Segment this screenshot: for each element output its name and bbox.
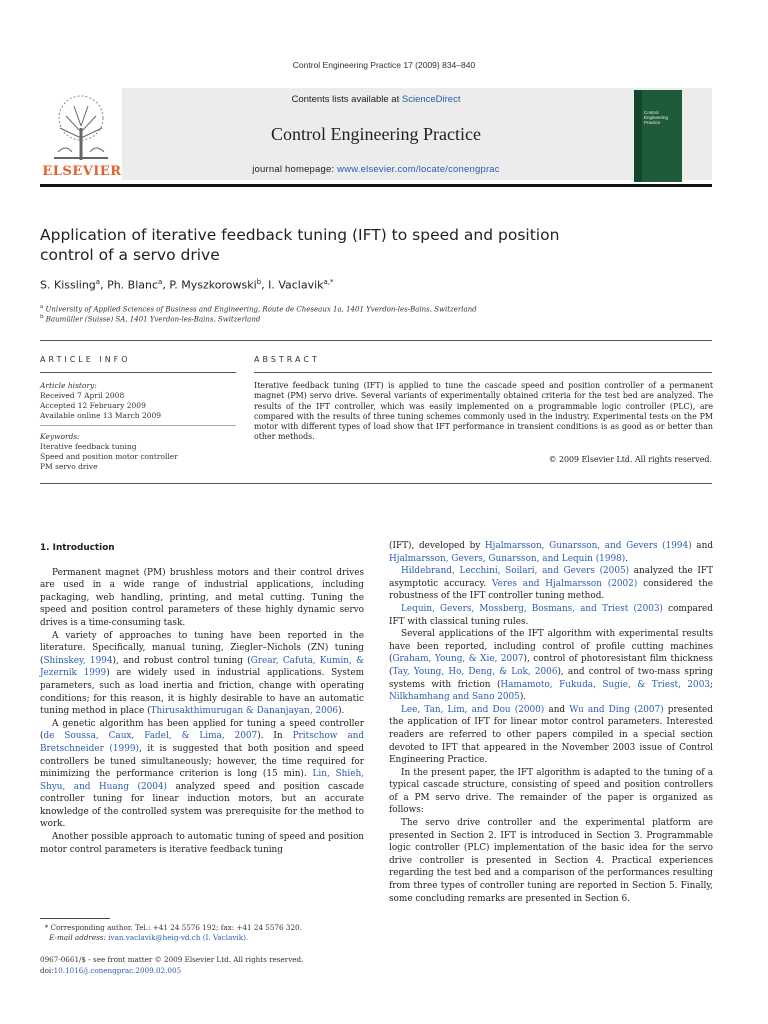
author-email-link[interactable]: ivan.vaclavik@heig-vd.ch (I. Vaclavik). xyxy=(108,933,249,942)
contents-prefix: Contents lists available at xyxy=(291,94,402,105)
body-column-left xyxy=(40,540,364,856)
abstract-heading: ABSTRACT xyxy=(254,355,320,364)
paragraph-text: ), and robust control tuning ( xyxy=(112,655,251,666)
author-name: I. Vaclavik xyxy=(268,278,324,292)
journal-title: Control Engineering Practice xyxy=(271,124,481,144)
body-paragraph xyxy=(389,628,713,704)
citation-link[interactable]: Shinskey, 1994 xyxy=(43,655,113,666)
citation-link[interactable]: Grear, Cafuta, Kumin, & Jezernik 1999 xyxy=(40,655,364,679)
body-paragraph xyxy=(40,718,364,831)
paragraph-text: The servo drive controller and the experimental platform are presented in Section 2. IFT is introduced in Section 3. Programmable logic controller (PLC) implementation of the basic idea for the servo drive controller is presented in Section 4. Practical experiences regarding the test bed and a comparison of the performances resulting from three types of controller tuning are reported in Section 5. Finally, some concluding remarks are presented in Section 6. xyxy=(389,818,713,904)
citation-link[interactable]: Lequin, Gevers, Mossberg, Bosmans, and Triest (2003) xyxy=(401,603,663,614)
contents-available-line xyxy=(40,94,712,105)
history-keywords-divider xyxy=(40,425,236,426)
body-paragraph xyxy=(389,767,713,817)
issn-line: 0967-0661/$ - see front matter © 2009 Elsevier Ltd. All rights reserved. xyxy=(40,955,304,964)
affiliation-a: $^a$ University of Applied Sciences of Business and Engineering, Route de Cheseaux 1a, 1401 Yverdon-les-Bains, Switzerland xyxy=(40,304,477,314)
paragraph-text: ). In xyxy=(257,731,293,742)
received-date: Received 7 April 2008 xyxy=(40,391,125,400)
abstract-bottom-rule xyxy=(40,483,712,484)
article-info-rule xyxy=(40,372,236,373)
paragraph-text: ). xyxy=(519,692,527,703)
available-date: Available online 13 March 2009 xyxy=(40,411,162,420)
abstract-text: Iterative feedback tuning (IFT) is applied to tune the cascade speed and position controller of a permanent magnet (PM) servo drive. Several variants of experimentally obtained criteria for the test bed are analyzed. The results of the IFT controller, which was easily implemented on a programmable logic controller (PLC), are compared with the results of three tuning schemes commonly used in the industry. Experimental tests on the PM motor with different types of load show that IFT performance in transient conditions is as good as or better than other methods. xyxy=(254,381,713,442)
masthead-rule xyxy=(40,184,712,187)
accepted-date: Accepted 12 February 2009 xyxy=(40,401,146,410)
publisher-wordmark: ELSEVIER xyxy=(42,164,122,179)
citation-link[interactable]: Tay, Young, Ho, Deng, & Lok, 2006 xyxy=(392,666,558,677)
journal-masthead xyxy=(40,88,712,180)
citation-link[interactable]: Hamamoto, Fukuda, Sugie, & Triest, 2003 xyxy=(500,679,710,690)
email-label: E-mail address: xyxy=(49,933,106,942)
author-name: S. Kissling xyxy=(40,278,96,292)
paragraph-text: ; xyxy=(710,679,713,690)
paragraph-text: In the present paper, the IFT algorithm is adapted to the tuning of a typical cascade structure, consisting of speed and position controllers of a PM servo drive. The remainder of the paper is organized as follows: xyxy=(389,767,713,816)
citation-link[interactable]: Veres and Hjalmarsson (2002) xyxy=(492,578,638,589)
cover-title: Control Engineering Practice xyxy=(644,110,669,125)
keyword: PM servo drive xyxy=(40,462,98,471)
citation-link[interactable]: Wu and Ding (2007) xyxy=(569,704,664,715)
citation-link[interactable]: Hjalmarsson, Gevers, Gunarsson, and Lequin (1998) xyxy=(389,553,626,564)
paragraph-text: A variety of approaches to tuning have been reported in the literature. Specifically, manual tuning, Ziegler–Nichols (ZN) tuning ( xyxy=(40,630,364,666)
abstract-rule xyxy=(254,372,712,373)
body-paragraph xyxy=(389,603,713,628)
paragraph-text: ) are widely used in industrial applications. System parameters, such as load inertia and friction, change with operating conditions; for this reason, it is highly desirable to have an automatic tuning method in place ( xyxy=(40,668,364,717)
history-label: Article history: xyxy=(40,381,97,390)
paragraph-text: and xyxy=(544,704,570,715)
paragraph-text: ), control of photoresistant film thickness ( xyxy=(389,654,713,677)
citation-link[interactable]: de Soussa, Caux, Fadel, & Lima, 2007 xyxy=(43,731,258,742)
paragraph-text: Permanent magnet (PM) brushless motors and their control drives are used in a wide range of industrial applications, including packaging, web handling, printing, and metal cutting. Tuning the speed and position control parameters of these highly dynamic servo drives is a time-consuming task. xyxy=(40,567,364,628)
author-name: Ph. Blanc xyxy=(107,278,159,292)
paragraph-text: . xyxy=(625,553,629,564)
paragraph-text: compared IFT with classical tuning rules. xyxy=(389,603,713,627)
citation-link[interactable]: Lin, Shieh, Shyu, and Huang (2004) xyxy=(40,769,364,792)
sciencedirect-link[interactable]: ScienceDirect xyxy=(401,94,461,105)
section-divider xyxy=(40,340,712,341)
paragraph-text: and xyxy=(691,541,713,551)
paragraph-text: (IFT), developed by xyxy=(389,541,485,551)
corresponding-author-footnote: * Corresponding author. Tel.: +41 24 5576 192; fax: +41 24 5576 320. E-mail address: ivan.vaclavik@heig-vd.ch (I. Vaclavik). xyxy=(44,923,302,942)
paragraph-text: analyzed speed and position cascade controller tuning for linear induction motors, but an accurate knowledge of the controlled system was prerequisite for the method to work. xyxy=(40,781,365,830)
left-column-paragraphs xyxy=(40,567,364,857)
body-paragraph xyxy=(389,704,713,767)
paragraph-text: Several applications of the IFT algorithm with experimental results have been reported, including control of profile cutting machines ( xyxy=(389,629,713,665)
body-paragraph xyxy=(40,567,364,630)
footnote-rule xyxy=(40,918,110,919)
body-column-right xyxy=(389,540,713,905)
body-paragraph xyxy=(389,540,713,565)
paragraph-text: considered the robustness of the IFT controller tuning method. xyxy=(389,578,714,602)
paragraph-text: presented the application of IFT for linear motor control parameters. Interested readers are referred to other papers compiled in a special section devoted to IFT that appeared in the November 2003 issue of Control Engineering Practice. xyxy=(389,704,713,766)
cover-spine xyxy=(634,90,642,182)
abstract-copyright: © 2009 Elsevier Ltd. All rights reserved. xyxy=(548,455,712,464)
citation-link[interactable]: Hildebrand, Lecchini, Soilari, and Gevers (2005) xyxy=(401,566,630,577)
body-paragraph xyxy=(389,565,713,603)
paragraph-text: ), and control of two-mass spring systems with friction ( xyxy=(389,666,713,690)
paragraph-text: ). xyxy=(338,706,345,717)
article-history xyxy=(40,381,236,421)
corresponding-text: Corresponding author. Tel.: +41 24 5576 192; fax: +41 24 5576 320. xyxy=(50,923,302,932)
citation-link[interactable]: Nilkhamhang and Sano 2005 xyxy=(389,692,520,703)
body-paragraph xyxy=(40,630,364,718)
keyword: Speed and position motor controller xyxy=(40,452,178,461)
paragraph-text: Another possible approach to automatic tuning of speed and position motor control parameters is iterative feedback tuning xyxy=(40,832,364,855)
article-info-heading: ARTICLE INFO xyxy=(40,355,131,364)
right-column-paragraphs xyxy=(389,540,713,905)
paragraph-text: analyzed the IFT asymptotic accuracy. xyxy=(389,566,714,589)
keywords-label: Keywords: xyxy=(40,432,80,441)
citation-link[interactable]: Graham, Young, & Xie, 2007 xyxy=(392,654,524,665)
paragraph-text: , it is suggested that both position and speed controllers be tuned simultaneously; however, the time required for minimizing the performance criterion is long (15 min). xyxy=(40,743,364,780)
journal-homepage-line xyxy=(40,164,712,175)
author-list: S. Kissling$^a$, Ph. Blanc$^a$, P. Myszkorowski$^b$, I. Vaclavik$^{a,*}$ xyxy=(40,278,334,292)
section-heading-introduction: 1. Introduction xyxy=(40,543,115,553)
affiliation-b: $^b$ Baumüller (Suisse) SA, 1401 Yverdon-les-Bains, Switzerland xyxy=(40,314,261,324)
journal-homepage-link[interactable]: www.elsevier.com/locate/conengprac xyxy=(337,164,500,175)
author-name: P. Myszkorowski xyxy=(169,278,257,292)
keywords-block xyxy=(40,432,236,472)
citation-link[interactable]: Lee, Tan, Lim, and Dou (2000) xyxy=(401,704,545,715)
citation-link[interactable]: Thirusakthimurugan & Dananjayan, 2006 xyxy=(150,706,339,717)
citation-link[interactable]: Pritschow and Bretschneider (1999) xyxy=(40,731,365,754)
running-head: Control Engineering Practice 17 (2009) 834–840 xyxy=(292,60,476,70)
body-paragraph xyxy=(389,817,713,905)
body-paragraph xyxy=(40,831,364,856)
journal-cover-thumbnail xyxy=(634,90,682,182)
article-title: Application of iterative feedback tuning (IFT) to speed and position control of a servo drive xyxy=(40,226,560,264)
paragraph-text: A genetic algorithm has been applied for tuning a speed controller ( xyxy=(40,718,364,742)
keyword: Iterative feedback tuning xyxy=(40,442,137,451)
issn-doi-block: 0967-0661/$ - see front matter © 2009 Elsevier Ltd. All rights reserved. doi:10.1016/j.conengprac.2009.02.005 xyxy=(40,955,304,975)
citation-link[interactable]: Hjalmarsson, Gunarsson, and Gevers (1994) xyxy=(484,541,692,551)
doi-link[interactable]: 10.1016/j.conengprac.2009.02.005 xyxy=(53,965,182,975)
homepage-prefix: journal homepage: xyxy=(252,164,338,175)
